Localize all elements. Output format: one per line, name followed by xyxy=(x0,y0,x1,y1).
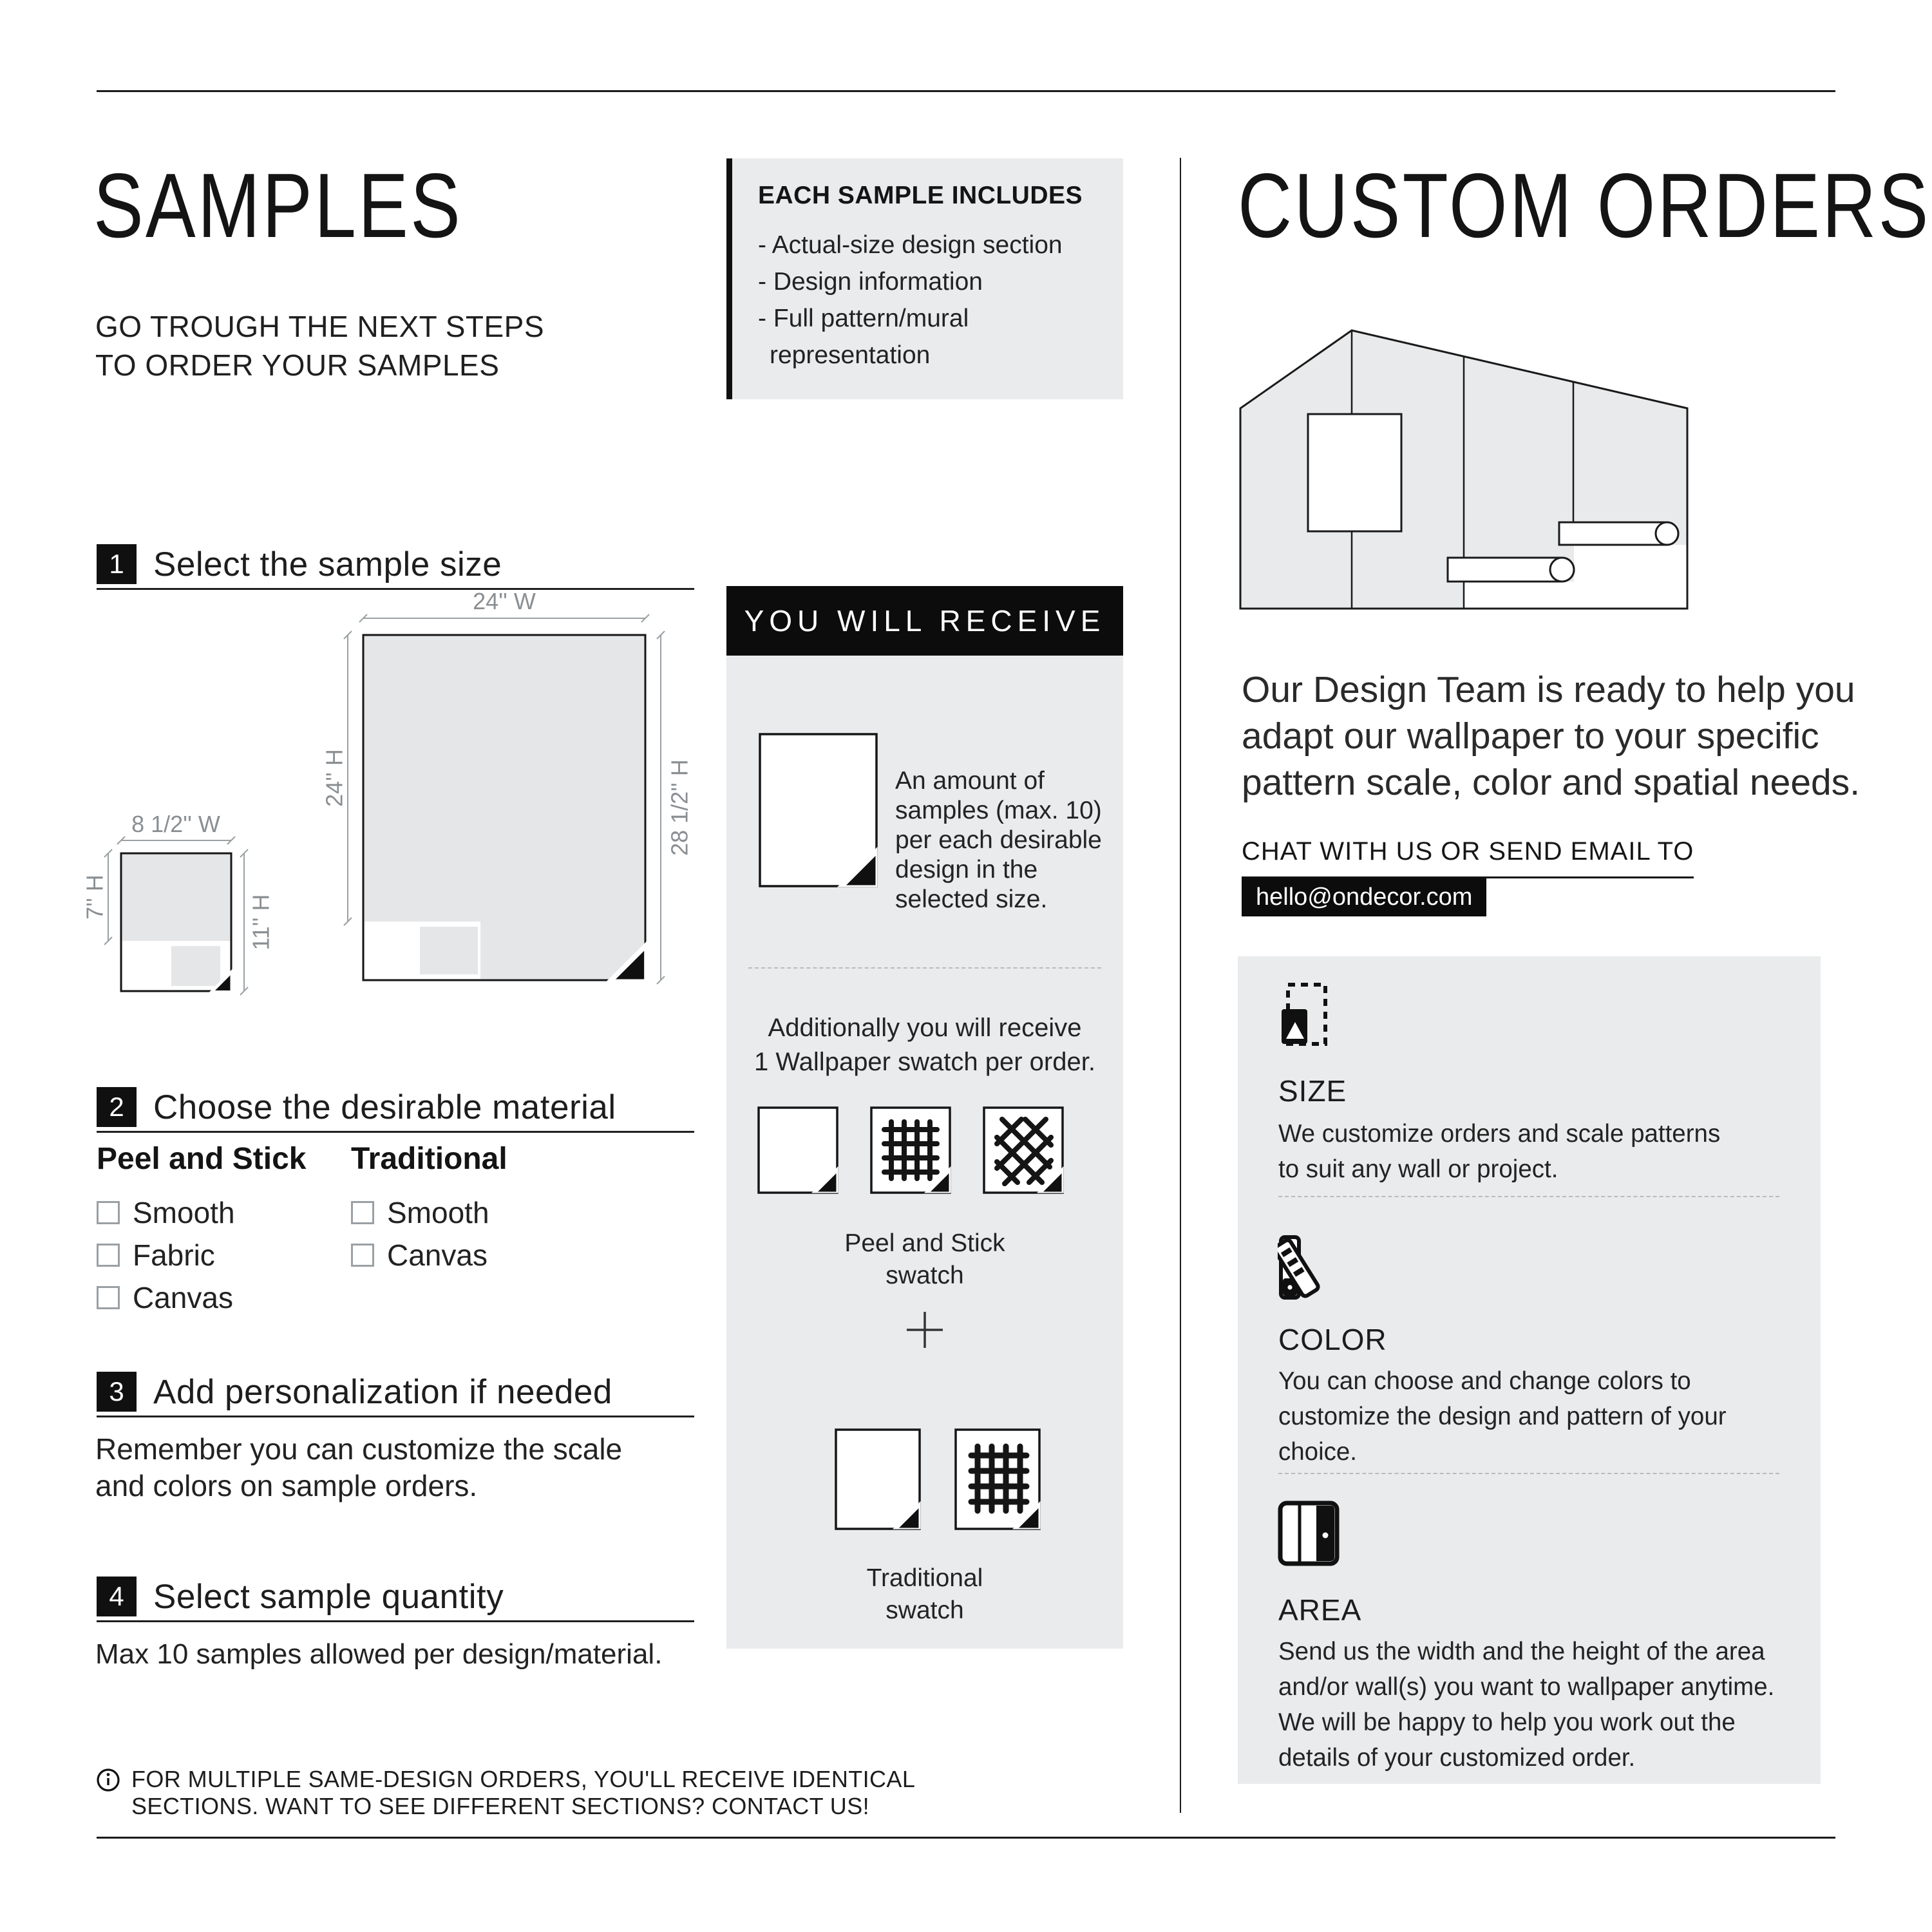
color-swatch-fan-icon xyxy=(1278,1232,1349,1303)
color-line2: customize the design and pattern of your xyxy=(1278,1403,1727,1430)
large-right-height-label: 28 1/2'' H xyxy=(666,759,693,856)
includes-item-3: - Full pattern/mural xyxy=(758,305,969,332)
area-line4: details of your customized order. xyxy=(1278,1744,1636,1772)
size-line1: We customize orders and scale patterns xyxy=(1278,1120,1721,1148)
paragraph-line3: pattern scale, color and spatial needs. xyxy=(1242,762,1861,803)
area-line3: We will be happy to help you work out the xyxy=(1278,1709,1736,1736)
step2-header xyxy=(97,1087,616,1127)
each-sample-includes-box xyxy=(726,158,1123,399)
custom-orders-paragraph xyxy=(1242,667,1860,806)
includes-item-1: - Actual-size design section xyxy=(758,231,1063,259)
option-label: Fabric xyxy=(133,1238,215,1272)
size-line2: to suit any wall or project. xyxy=(1278,1155,1558,1183)
resize-image-icon xyxy=(1278,982,1342,1046)
step3-text xyxy=(95,1431,622,1504)
peel-and-stick-heading: Peel and Stick xyxy=(97,1142,307,1176)
samples-intro xyxy=(95,307,544,384)
crosshatch-swatch-icon xyxy=(983,1106,1064,1194)
checkbox-trad-canvas[interactable] xyxy=(351,1244,374,1267)
option-label: Smooth xyxy=(133,1196,235,1229)
grid-swatch-icon xyxy=(954,1428,1041,1530)
area-line1: Send us the width and the height of the area xyxy=(1278,1638,1765,1665)
additionally-line2: 1 Wallpaper swatch per order. xyxy=(754,1048,1095,1076)
custom-orders-title: CUSTOM ORDERS xyxy=(1238,155,1931,257)
grid-swatch-icon xyxy=(870,1106,951,1194)
receive-line3: per each desirable xyxy=(895,826,1102,854)
wallpaper-wall-illustration xyxy=(1236,319,1694,615)
bottom-rule xyxy=(97,1837,1835,1839)
footnote-line2: SECTIONS. WANT TO SEE DIFFERENT SECTIONS? CONTACT US! xyxy=(131,1793,870,1819)
paragraph-line2: adapt our wallpaper to your specific xyxy=(1242,715,1819,757)
you-will-receive-header: YOU WILL RECEIVE xyxy=(726,586,1123,656)
unpapered-area xyxy=(1464,582,1574,609)
step4-text: Max 10 samples allowed per design/material. xyxy=(95,1638,663,1670)
plain-swatch-icon xyxy=(757,1106,838,1194)
step1-header xyxy=(97,544,502,584)
receive-line4: design in the xyxy=(895,856,1038,884)
size-text xyxy=(1278,1116,1720,1187)
traditional-heading: Traditional xyxy=(351,1142,507,1176)
footnote-text xyxy=(131,1766,915,1820)
large-left-height-label: 24'' H xyxy=(321,749,348,807)
step2-underline xyxy=(97,1131,694,1133)
receive-description xyxy=(895,766,1102,914)
additionally-line1: Additionally you will receive xyxy=(768,1014,1082,1042)
size-heading: SIZE xyxy=(1278,1074,1347,1108)
material-column-traditional xyxy=(351,1141,507,1281)
info-icon xyxy=(95,1767,121,1793)
traditional-swatch-label xyxy=(726,1562,1123,1627)
large-width-label: 24'' W xyxy=(473,588,536,614)
step4-header xyxy=(97,1577,504,1616)
small-width-label: 8 1/2'' W xyxy=(131,811,220,837)
includes-title: EACH SAMPLE INCLUDES xyxy=(758,182,1083,209)
peel-swatch-label xyxy=(726,1227,1123,1292)
email-link[interactable]: hello@ondecor.com xyxy=(1242,878,1486,916)
option-label: Smooth xyxy=(387,1196,489,1229)
step3-number-badge: 3 xyxy=(97,1372,137,1412)
small-sample-diagram xyxy=(77,805,277,1018)
step1-number-badge: 1 xyxy=(97,544,137,584)
step2-title: Choose the desirable material xyxy=(153,1088,616,1126)
plain-swatch-icon xyxy=(835,1428,921,1530)
color-line1: You can choose and change colors to xyxy=(1278,1367,1691,1395)
samples-title: SAMPLES xyxy=(93,155,463,257)
checkbox-trad-smooth[interactable] xyxy=(351,1201,374,1224)
step3-text-line1: Remember you can customize the scale xyxy=(95,1432,623,1466)
option-peel-canvas xyxy=(97,1281,306,1314)
intro-line-2: TO ORDER YOUR SAMPLES xyxy=(95,348,500,382)
top-rule xyxy=(97,90,1835,92)
step2-number-badge: 2 xyxy=(97,1087,137,1127)
you-will-receive-panel xyxy=(726,656,1123,1649)
column-divider xyxy=(1180,158,1181,1813)
step4-underline xyxy=(97,1620,694,1622)
traditional-label-line1: Traditional xyxy=(866,1564,983,1592)
option-peel-smooth xyxy=(97,1196,306,1229)
option-trad-smooth xyxy=(351,1196,507,1229)
step1-title: Select the sample size xyxy=(153,545,502,583)
receive-line2: samples (max. 10) xyxy=(895,797,1102,824)
sample-sheet-icon xyxy=(759,733,878,887)
custom-orders-panel xyxy=(1238,956,1821,1784)
wallpaper-roll-icon xyxy=(1559,522,1678,545)
step4-number-badge: 4 xyxy=(97,1577,137,1616)
window xyxy=(1308,414,1401,531)
includes-item-2: - Design information xyxy=(758,268,983,296)
option-peel-fabric xyxy=(97,1238,306,1272)
wall-panels-icon xyxy=(1278,1501,1342,1568)
wallpaper-roll-icon xyxy=(1448,558,1574,582)
additionally-text xyxy=(726,1011,1123,1079)
material-column-peel-and-stick xyxy=(97,1141,306,1323)
step3-header xyxy=(97,1372,612,1412)
color-heading: COLOR xyxy=(1278,1323,1387,1356)
panel-divider xyxy=(1278,1196,1779,1197)
small-right-height-label: 11'' H xyxy=(247,894,274,951)
step4-title: Select sample quantity xyxy=(153,1577,504,1616)
color-text xyxy=(1278,1363,1727,1470)
intro-line-1: GO TROUGH THE NEXT STEPS xyxy=(95,310,545,343)
checkbox-peel-smooth[interactable] xyxy=(97,1201,120,1224)
traditional-label-line2: swatch xyxy=(886,1596,964,1624)
peel-swatch-row xyxy=(757,1106,1064,1194)
color-line3: choice. xyxy=(1278,1438,1357,1466)
receive-line5: selected size. xyxy=(895,886,1048,913)
area-text xyxy=(1278,1634,1774,1776)
option-label: Canvas xyxy=(133,1281,233,1314)
paragraph-line1: Our Design Team is ready to help you xyxy=(1242,669,1855,710)
large-sample-diagram xyxy=(316,580,702,1030)
contact-block xyxy=(1242,837,1694,916)
small-left-height-label: 7'' H xyxy=(81,875,108,920)
checkbox-peel-canvas[interactable] xyxy=(97,1286,120,1309)
step3-title: Add personalization if needed xyxy=(153,1372,612,1411)
panel-divider xyxy=(748,967,1101,969)
footnote xyxy=(95,1766,915,1820)
option-trad-canvas xyxy=(351,1238,507,1272)
area-line2: and/or wall(s) you want to wallpaper anytime. xyxy=(1278,1673,1775,1701)
receive-line1: An amount of xyxy=(895,767,1045,795)
peel-label-line2: swatch xyxy=(886,1262,964,1289)
includes-item-3-cont: representation xyxy=(770,341,931,369)
footnote-line1: FOR MULTIPLE SAME-DESIGN ORDERS, YOU'LL RECEIVE IDENTICAL xyxy=(131,1766,916,1792)
peel-label-line1: Peel and Stick xyxy=(844,1229,1005,1257)
traditional-swatch-row xyxy=(835,1428,1041,1530)
unpapered-area xyxy=(1574,545,1687,609)
plus-icon xyxy=(904,1309,945,1350)
chat-with-us-label: CHAT WITH US OR SEND EMAIL TO xyxy=(1242,837,1694,878)
step3-text-line2: and colors on sample orders. xyxy=(95,1469,478,1502)
step3-underline xyxy=(97,1416,694,1417)
panel-divider xyxy=(1278,1473,1779,1474)
checkbox-peel-fabric[interactable] xyxy=(97,1244,120,1267)
area-heading: AREA xyxy=(1278,1593,1362,1627)
option-label: Canvas xyxy=(387,1238,488,1272)
